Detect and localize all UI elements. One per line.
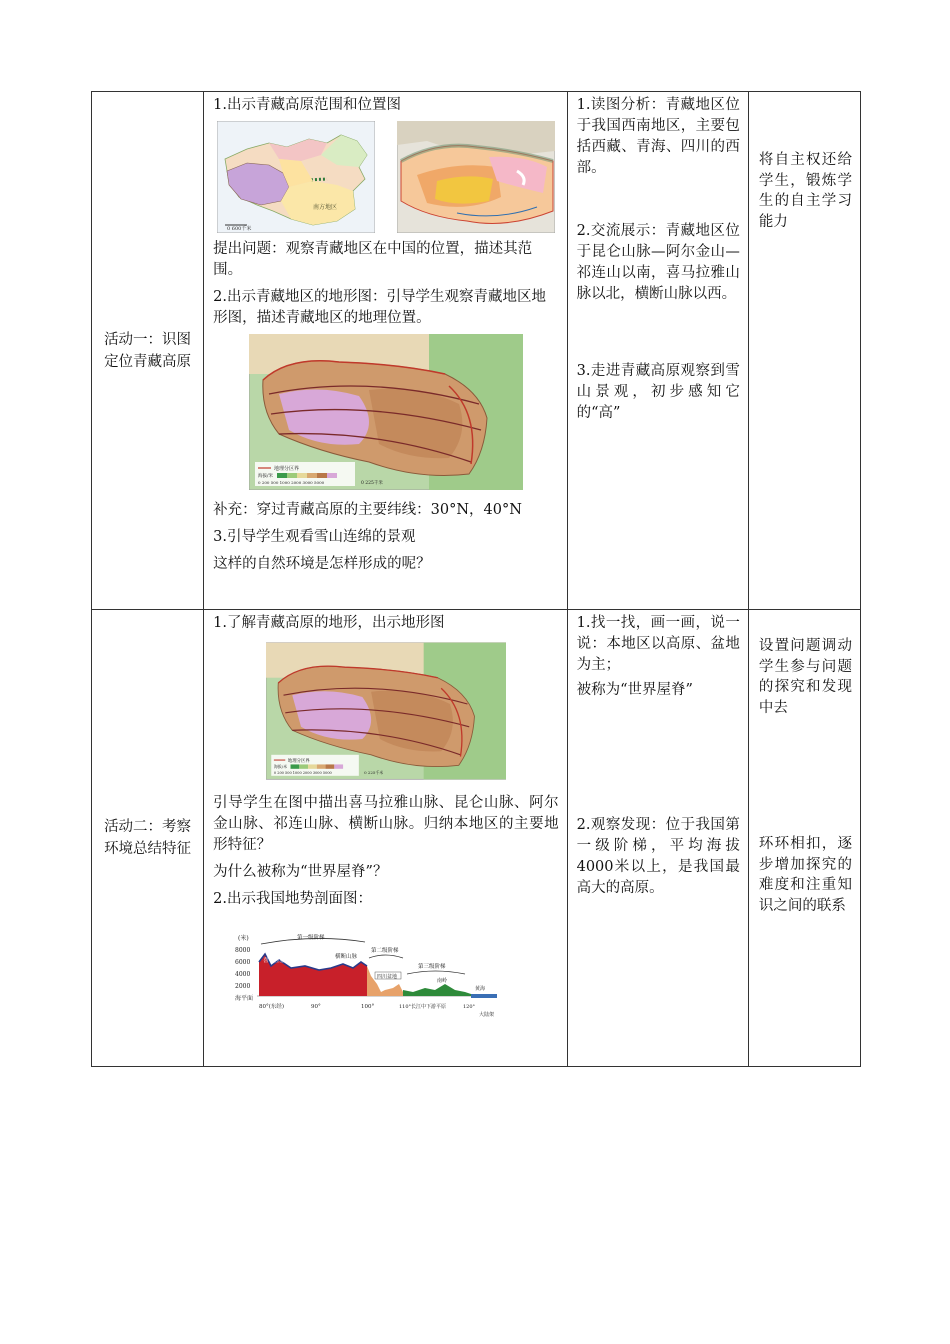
profile-y-sea: 海平面: [235, 995, 254, 1002]
a1-student-3: 3.走进青藏高原观察到雪山景观，初步感知它的“高”: [576, 363, 740, 421]
profile-x90: 90°: [311, 1004, 321, 1010]
terrain1-legend-line: 地理分区界: [273, 466, 299, 472]
terrain-map-2: [266, 639, 506, 783]
profile-x80: 80°(东经): [259, 1004, 285, 1010]
activity-2-title: 活动二：考察环境总结特征: [104, 819, 192, 857]
activity-2-teacher-cell: [204, 610, 567, 1067]
activity-1-student-cell: [567, 92, 748, 610]
profile-hengduan: 横断山脉: [335, 954, 358, 960]
qinghai-tibet-range-map: [397, 121, 555, 233]
profile-step2: 第二级阶梯: [371, 948, 399, 954]
profile-y-2000: 2000: [235, 983, 251, 990]
terrain2-scale: 0 225千米: [363, 770, 384, 776]
svg-text:南方地区: 南方地区: [313, 204, 338, 211]
profile-x110: 110°长江中下游平原: [399, 1004, 447, 1010]
a2-question: 为什么被称为“世界屋脊”？: [213, 864, 388, 880]
a1-question2: 这样的自然环境是怎样形成的呢？: [213, 556, 431, 572]
activity-2-title-cell: [92, 610, 204, 1067]
profile-step3: 第三级阶梯: [418, 964, 446, 970]
profile-x100: 100°: [361, 1004, 375, 1010]
activity-1-title: 活动一：识图定位青藏高原: [104, 331, 192, 370]
terrain1-legend-label: 海拔/米: [257, 474, 273, 479]
a1-supplement: 补充：穿过青藏高原的主要纬线：30°N，40°N: [213, 502, 522, 518]
activity-2-student-cell: [567, 610, 748, 1067]
activity-1-row: [92, 92, 861, 610]
a1-question1: 提出问题：观察青藏地区在中国的位置，描述其范围。: [213, 241, 533, 278]
a1-intent: 将自主权还给学生，锻炼学生的自主学习能力: [758, 152, 852, 230]
activity-1-intent-cell: [748, 92, 860, 610]
profile-shelf: 大陆架: [479, 1012, 495, 1018]
a1-student-2: 2.交流展示：青藏地区位于昆仑山脉—阿尔金山—祁连山以南，喜马拉雅山脉以北，横断山脉以西。: [576, 223, 740, 302]
a2-intent-1: 设置问题调动学生参与问题的探究和发现中去: [758, 638, 852, 716]
terrain1-scale: 0 225千米: [360, 481, 383, 486]
terrain2-legend-label: 海拔/米: [273, 763, 287, 769]
elevation-profile: [235, 932, 515, 1032]
activity-2-row: [92, 610, 861, 1067]
location-maps: [217, 121, 554, 233]
a1-student-1: 1.读图分析：青藏地区位于我国西南地区，主要包括西藏、青海、四川的西部。: [576, 97, 740, 176]
a2-step1: 1.了解青藏高原的地形，出示地形图: [213, 615, 445, 631]
a1-step1: 1.出示青藏高原范围和位置图: [213, 97, 401, 113]
terrain-map-1: [249, 334, 523, 490]
a1-step2: 2.出示青藏地区的地形图：引导学生观察青藏地区地形图，描述青藏地区的地理位置。: [213, 289, 546, 326]
terrain2-legend-values: 0 200 500 1000 2000 3000 5000: [273, 771, 332, 776]
profile-himalaya: 喜马拉雅山脉: [263, 958, 297, 964]
a2-intent-2: 环环相扣，逐步增加探究的难度和注重知识之间的联系: [758, 836, 852, 914]
a2-student-2: 2.观察发现：位于我国第一级阶梯，平均海拔4000米以上，是我国最高大的高原。: [576, 817, 740, 896]
lesson-plan-table: [91, 91, 861, 1067]
profile-x120: 120°: [463, 1004, 476, 1010]
a2-guide: 引导学生在图中描出喜马拉雅山脉、昆仑山脉、阿尔金山脉、祁连山脉、横断山脉。归纳本地区的主要地形特征？: [213, 795, 559, 853]
a2-step2: 2.出示我国地势剖面图：: [213, 891, 372, 907]
profile-yellow-sea: 黄海: [475, 986, 486, 992]
profile-step1: 第一级阶梯: [297, 935, 325, 941]
activity-1-teacher-cell: [204, 92, 567, 610]
profile-y-4000: 4000: [235, 971, 251, 978]
activity-2-intent-cell: [748, 610, 860, 1067]
china-location-map: [217, 121, 375, 233]
profile-y-6000: 6000: [235, 959, 251, 966]
terrain1-legend-values: 0 200 500 1000 2000 3000 5000: [257, 480, 325, 485]
terrain2-legend-line: 地理分区界: [287, 758, 310, 764]
profile-nanling: 南岭: [437, 978, 448, 984]
activity-1-title-cell: [92, 92, 204, 610]
profile-sichuan: 四川盆地: [377, 974, 398, 980]
profile-unit: (米): [238, 935, 249, 942]
a2-student-1: 1.找一找，画一画，说一说：本地区以高原、盆地为主；: [576, 615, 740, 673]
small-map-scale: 0 600千米: [227, 226, 252, 232]
a1-step3: 3.引导学生观看雪山连绵的景观: [213, 529, 416, 545]
profile-y-8000: 8000: [235, 947, 251, 954]
a2-student-1b: 被称为“世界屋脊”: [576, 682, 693, 698]
